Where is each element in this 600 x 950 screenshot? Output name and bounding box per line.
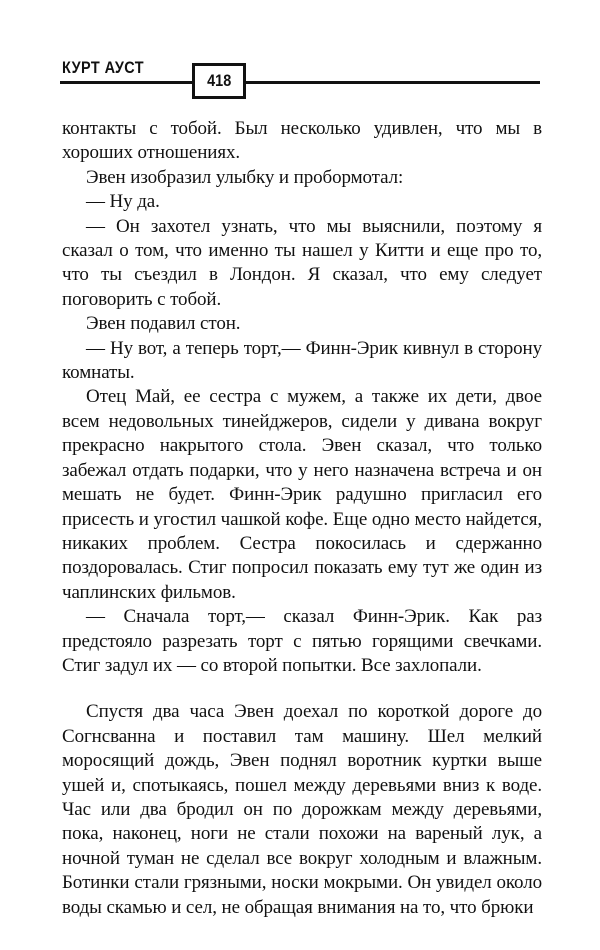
paragraph: — Ну да.: [86, 191, 160, 213]
page-number: 418: [206, 71, 232, 90]
paragraph: — Он захотел узнать, что мы выяснили, поэтому я сказал о том, что именно ты нашел у Китти и еще про то, что ты съездил в Лондон. Я сказал, что ему следует поговорить с тобой.: [62, 215, 542, 310]
author-name: КУРТ АУСТ: [62, 58, 145, 77]
header-rule: [60, 81, 540, 84]
paragraph: Эвен подавил стон.: [86, 313, 241, 335]
page-number-box: [192, 63, 246, 99]
running-header: [0, 0, 600, 110]
paragraph: контакты с тобой. Был несколько удивлен, что мы в хороших отношениях.: [62, 118, 542, 164]
body-text: [62, 117, 542, 920]
paragraph: — Ну вот, а теперь торт,— Финн-Эрик кивнул в сторону комнаты.: [62, 337, 542, 384]
paragraph: Спустя два часа Эвен доехал по короткой дороге до Согнсванна и поставил там машину. Шел мелкий моросящий дождь, Эвен поднял воротник куртки выше ушей и, спотыкаясь, пошел между деревьями вниз к воде. Час или два бродил он по дорожкам между деревьями, пока, наконец, ноги не стали похожи на вареный лук, а ночной туман не сделал все вокруг холодным и влажным. Ботинки стали грязными, носки мокрыми. Он увидел около воды скамью и сел, не обращая внимания на то, что брюки: [62, 701, 542, 918]
section-break: [62, 678, 542, 700]
paragraph: Эвен изобразил улыбку и пробормотал:: [86, 166, 404, 188]
paragraph: — Сначала торт,— сказал Финн-Эрик. Как раз предстояло разрезать торт с пятью горящими свечками. Стиг задул их — со второй попытки. Все захлопали.: [62, 606, 542, 676]
paragraph: Отец Май, ее сестра с мужем, а также их дети, двое всем недовольных тинейджеров, сидели у дивана вокруг прекрасно накрытого стола. Эвен сказал, что только забежал отдать подарки, что у него назначена встреча и он мешать не будет. Финн-Эрик радушно пригласил его присесть и угостил чашкой кофе. Еще одно место найдется, никаких проблем. Сестра покосилась и сдержанно поздоровалась. Стиг попросил показать ему тут же один из чаплинских фильмов.: [62, 386, 542, 603]
